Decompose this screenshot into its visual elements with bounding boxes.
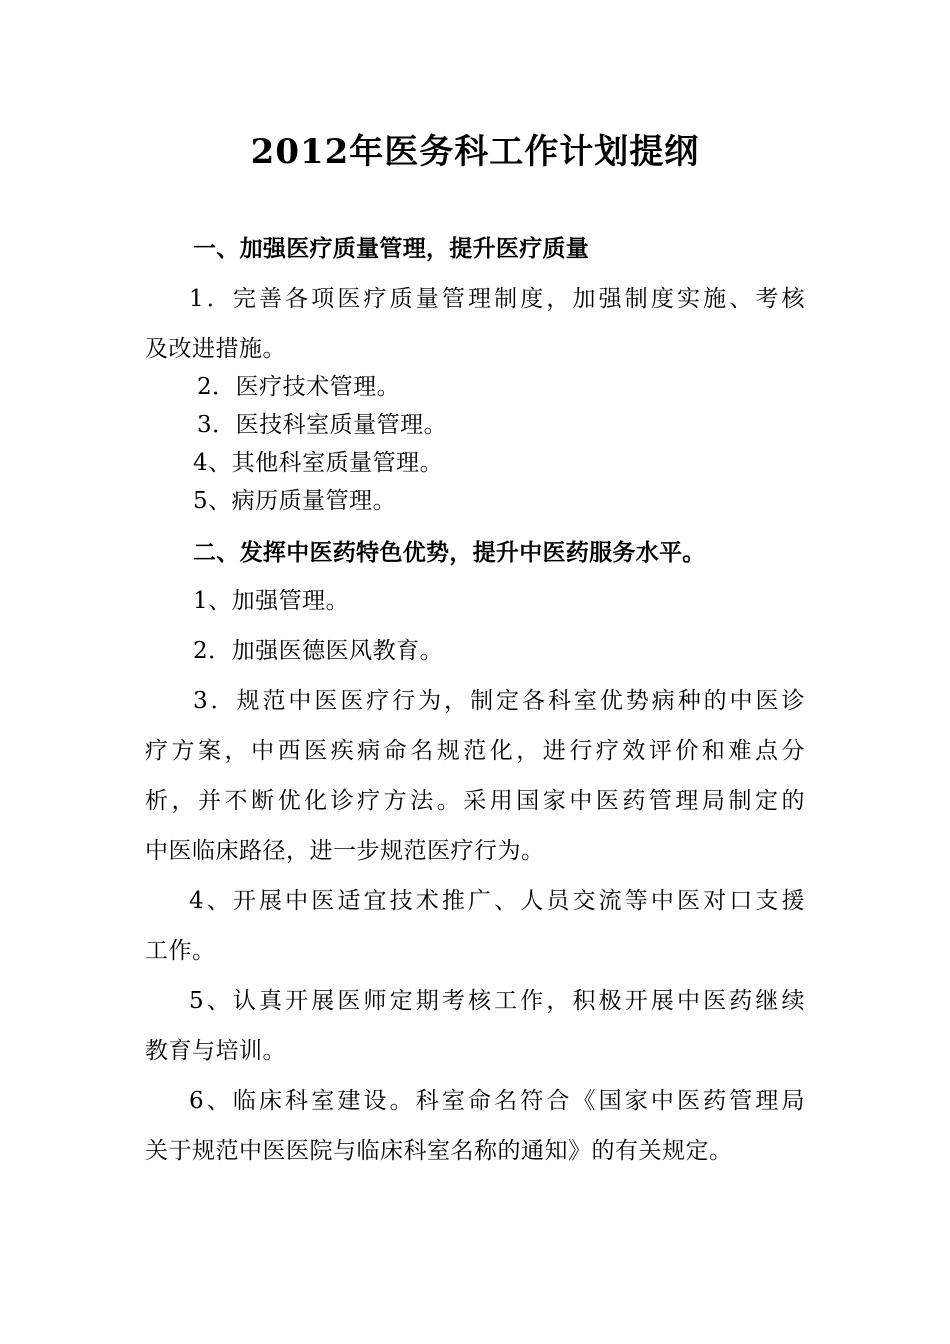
section2-item3-line4: 中医临床路径，进一步规范医疗行为。	[145, 838, 545, 864]
section2-item4-line1: 4、开展中医适宜技术推广、人员交流等中医对口支援	[189, 888, 805, 914]
section1-item1-line2: 及改进措施。	[145, 336, 286, 362]
section2-item6-line2: 关于规范中医医院与临床科室名称的通知》的有关规定。	[145, 1138, 733, 1164]
section2-item5-line2: 教育与培训。	[145, 1038, 286, 1064]
section2-item6-line1: 6、临床科室建设。科室命名符合《国家中医药管理局	[189, 1088, 805, 1114]
section2-item3-line3: 析，并不断优化诊疗方法。采用国家中医药管理局制定的	[145, 788, 805, 814]
section1-heading: 一、加强医疗质量管理，提升医疗质量	[193, 235, 590, 262]
section1-item4: 4、其他科室质量管理。	[193, 450, 444, 476]
section2-heading: 二、发挥中医药特色优势，提升中医药服务水平。	[193, 539, 706, 566]
document-title: 2012年医务科工作计划提纲	[250, 132, 700, 172]
section2-item4-line2: 工作。	[145, 938, 216, 964]
section2-item5-line1: 5、认真开展医师定期考核工作，积极开展中医药继续	[189, 988, 805, 1014]
section2-item3-line1: 3．规范中医医疗行为，制定各科室优势病种的中医诊	[193, 688, 805, 714]
section1-item5: 5、病历质量管理。	[193, 488, 397, 514]
section2-item3-line2: 疗方案，中西医疾病命名规范化，进行疗效评价和难点分	[145, 738, 805, 764]
section2-item2: 2．加强医德医风教育。	[193, 638, 444, 664]
section2-item1: 1、加强管理。	[193, 588, 350, 614]
section1-item2: 2．医疗技术管理。	[197, 374, 401, 400]
section1-item1-line1: 1．完善各项医疗质量管理制度，加强制度实施、考核	[189, 286, 805, 312]
section1-item3: 3．医技科室质量管理。	[197, 412, 448, 438]
